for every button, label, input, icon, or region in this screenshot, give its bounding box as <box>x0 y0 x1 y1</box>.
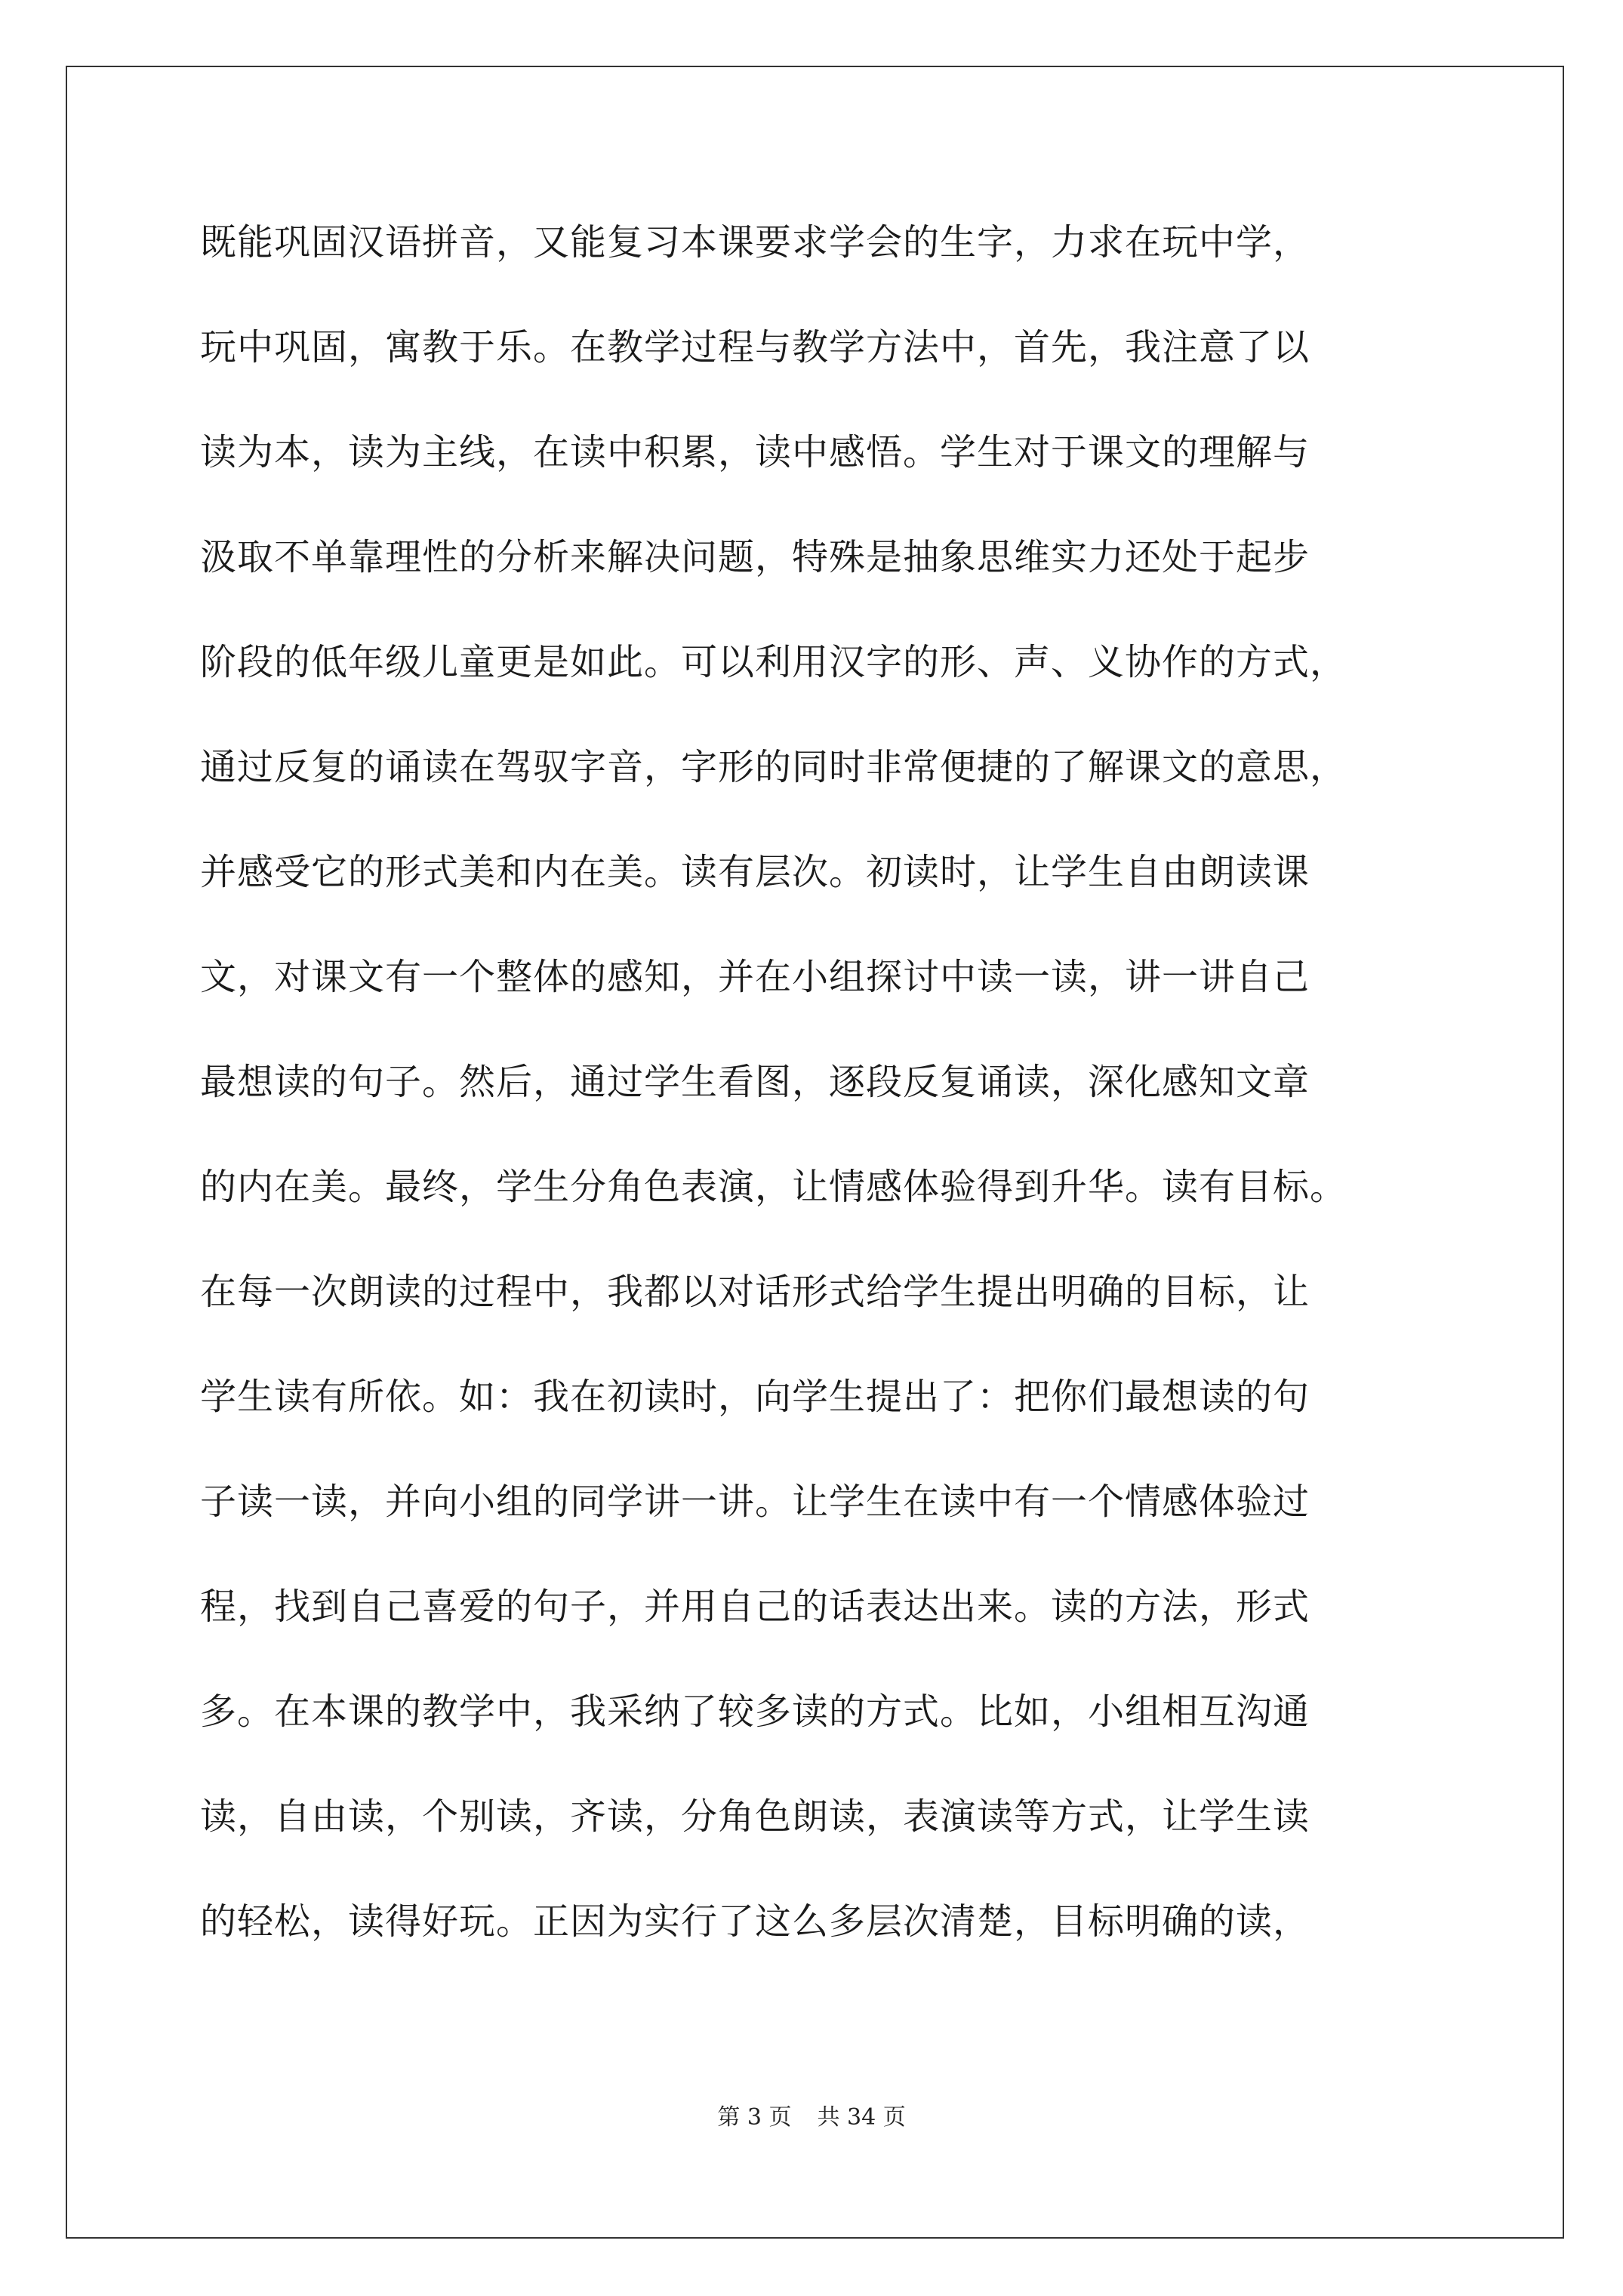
text-line: 在每一次朗读的过程中，我都以对话形式给学生提出明确的目标，让 <box>200 1271 1310 1313</box>
text-line: 汲取不单靠理性的分析来解决问题，特殊是抽象思维实力还处于起步 <box>200 536 1310 578</box>
page-total: 共 34 页 <box>817 2104 906 2131</box>
text-line: 最想读的句子。然后，通过学生看图，逐段反复诵读，深化感知文章 <box>200 1061 1310 1103</box>
text-line: 读，自由读，个别读，齐读，分角色朗读，表演读等方式，让学生读 <box>200 1795 1310 1838</box>
text-line: 子读一读，并向小组的同学讲一讲。让学生在读中有一个情感体验过 <box>200 1481 1310 1523</box>
text-line: 阶段的低年级儿童更是如此。可以利用汉字的形、声、义协作的方式， <box>200 641 1347 683</box>
text-line: 并感受它的形式美和内在美。读有层次。初读时，让学生自由朗读课 <box>200 851 1310 893</box>
text-line: 的内在美。最终，学生分角色表演，让情感体验得到升华。读有目标。 <box>200 1166 1347 1208</box>
document-body <box>200 190 1438 1974</box>
text-line: 既能巩固汉语拼音，又能复习本课要求学会的生字，力求在玩中学， <box>200 221 1310 264</box>
text-line: 通过反复的诵读在驾驭字音，字形的同时非常便捷的了解课文的意思， <box>200 746 1347 788</box>
text-line: 玩中巩固，寓教于乐。在教学过程与教学方法中，首先，我注意了以 <box>200 326 1310 368</box>
page-footer <box>0 2103 1623 2133</box>
text-line: 学生读有所依。如：我在初读时，向学生提出了：把你们最想读的句 <box>200 1376 1310 1418</box>
text-line: 的轻松，读得好玩。正因为实行了这么多层次清楚，目标明确的读， <box>200 1900 1310 1943</box>
text-line: 多。在本课的教学中，我采纳了较多读的方式。比如，小组相互沟通 <box>200 1690 1310 1733</box>
page-number: 第 3 页 <box>717 2104 792 2131</box>
text-line: 文，对课文有一个整体的感知，并在小组探讨中读一读，讲一讲自己 <box>200 956 1310 998</box>
text-line: 读为本，读为主线，在读中积累，读中感悟。学生对于课文的理解与 <box>200 431 1310 473</box>
text-line: 程，找到自己喜爱的句子，并用自己的话表达出来。读的方法，形式 <box>200 1586 1310 1628</box>
